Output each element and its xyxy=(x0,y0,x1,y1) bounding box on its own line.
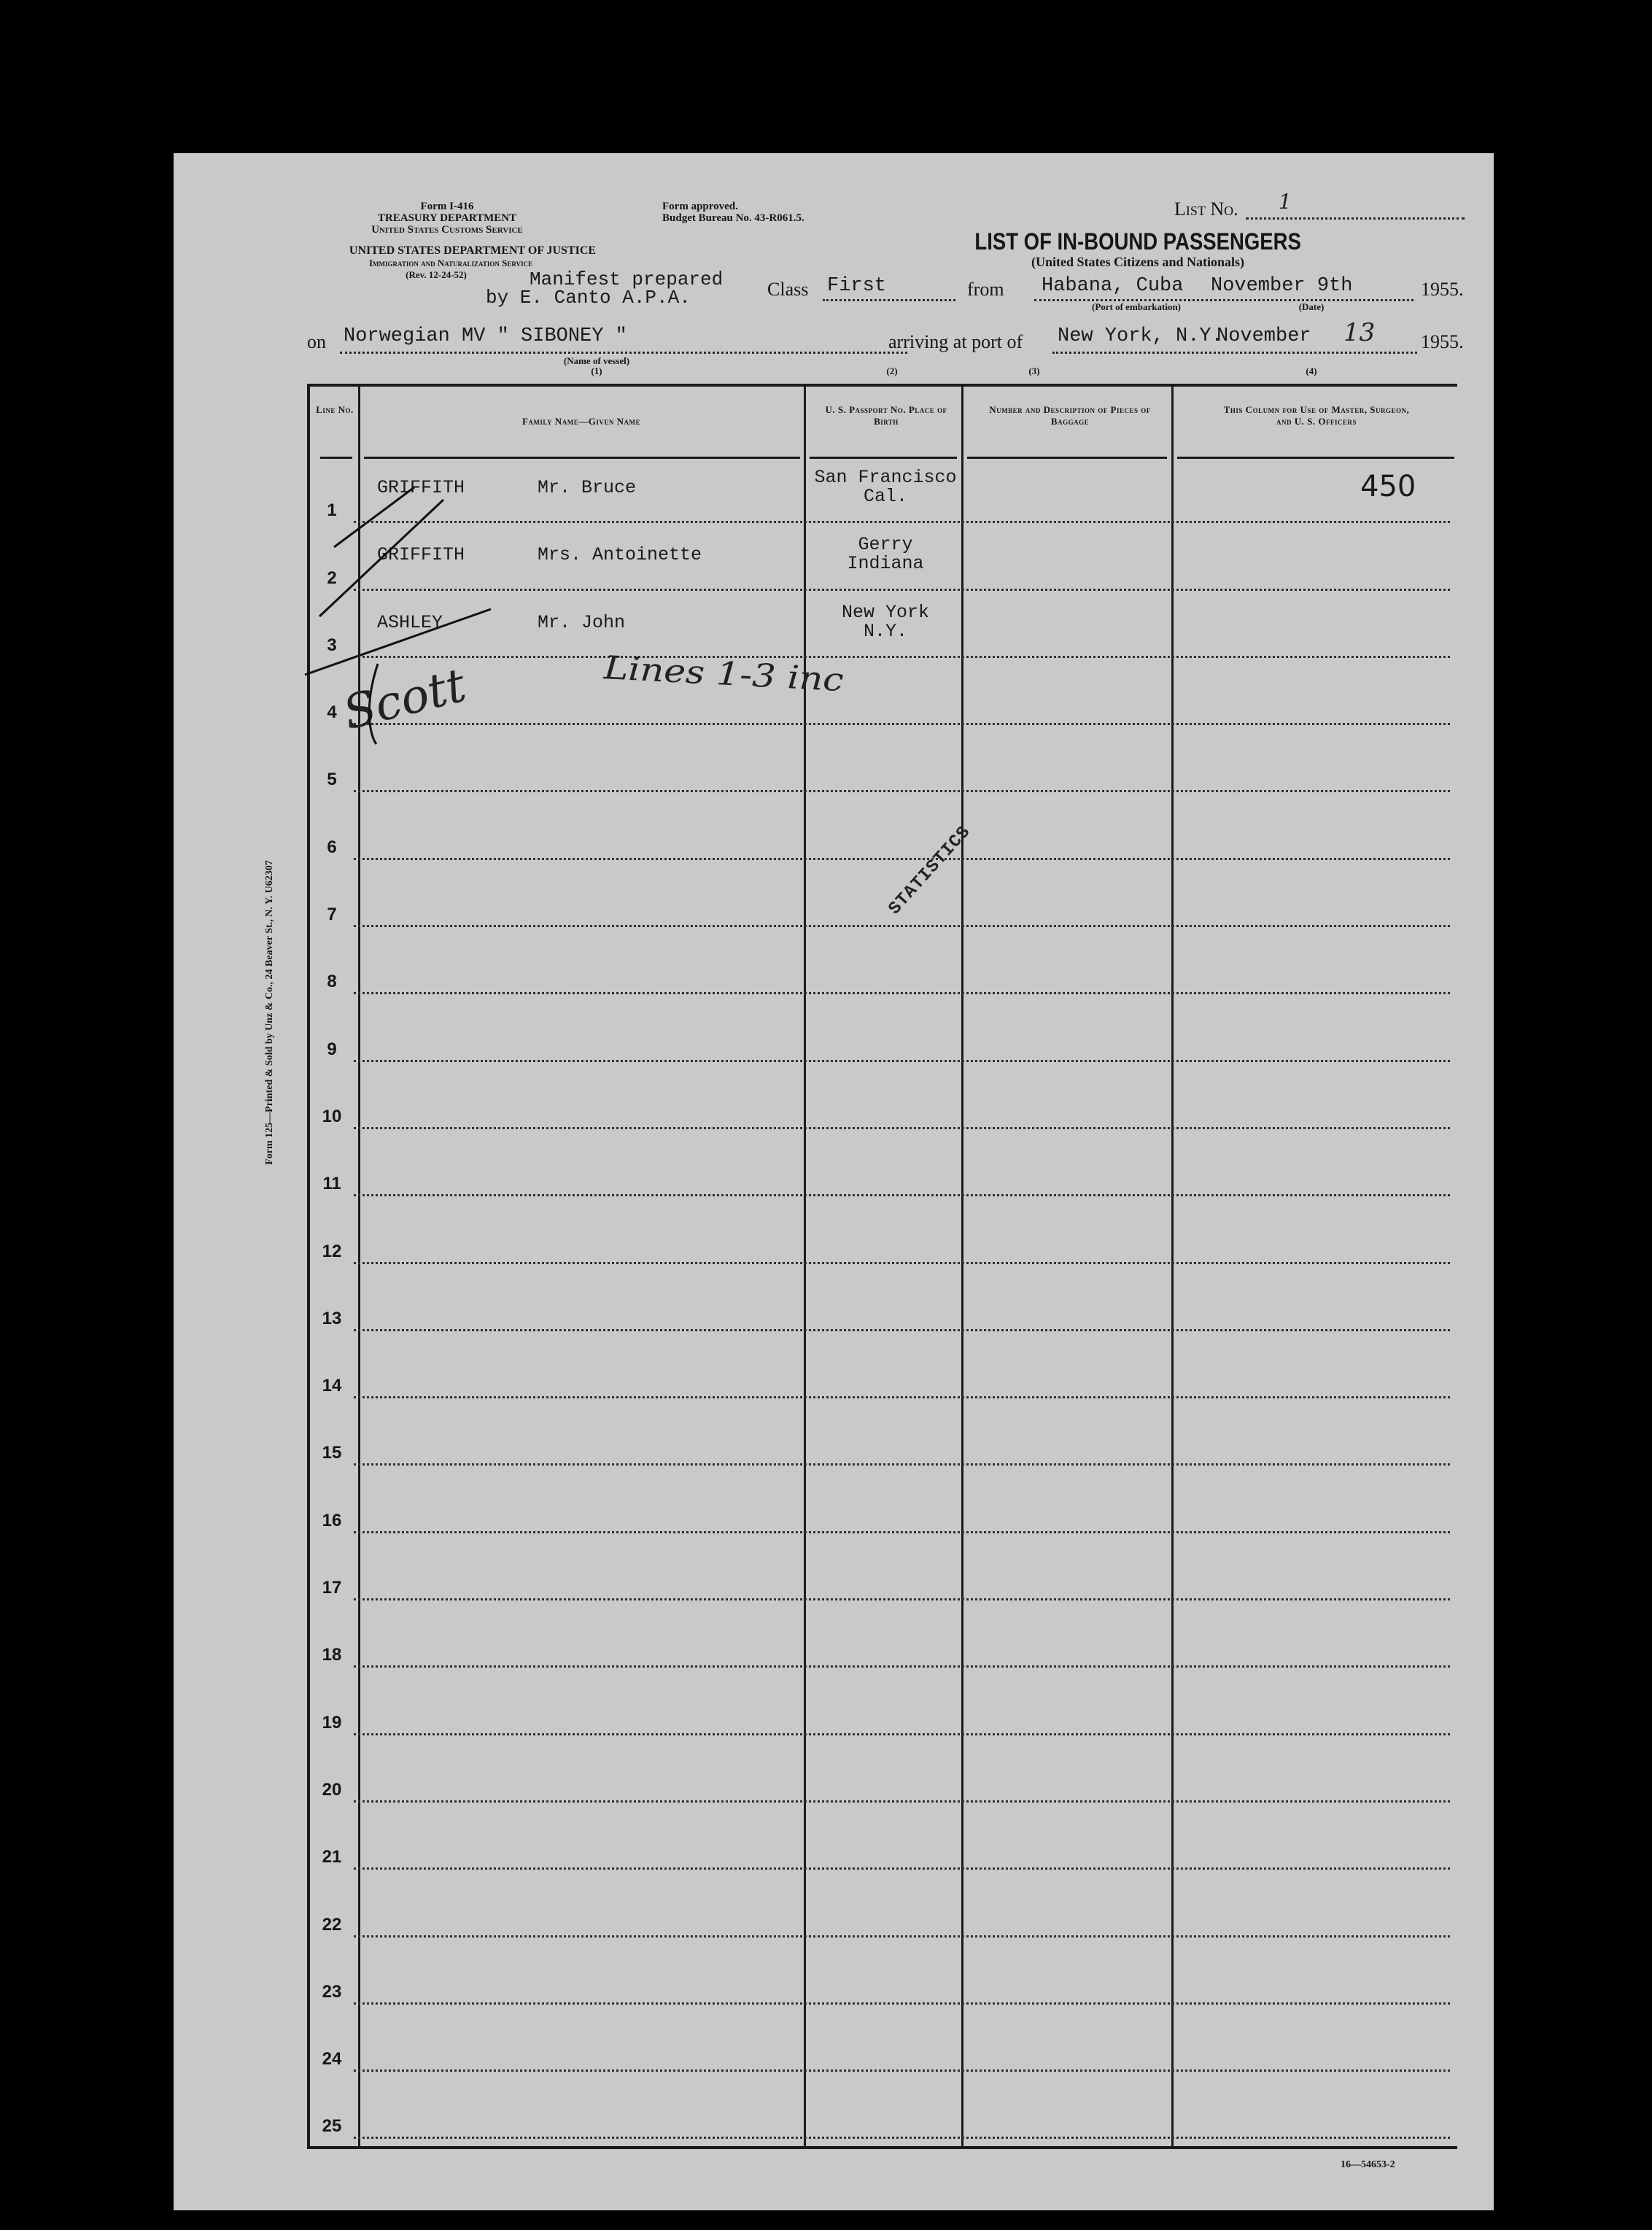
row-dotted-rule xyxy=(354,1531,1450,1533)
birthplace-line1: Gerry xyxy=(858,534,913,556)
header-rule-officers xyxy=(1177,457,1454,459)
arrival-dots xyxy=(1052,352,1417,354)
family-name: GRIFFITH xyxy=(377,544,465,566)
cancel-strokes xyxy=(290,445,670,751)
class-dots xyxy=(823,299,955,301)
list-title: LIST OF IN-BOUND PASSENGERS xyxy=(974,228,1301,255)
form-approved: Form approved. xyxy=(662,201,738,212)
table-row xyxy=(310,2011,1457,2078)
inspector-signature: Scott xyxy=(338,658,472,741)
budget-bureau: Budget Bureau No. 43-R061.5. xyxy=(662,212,804,224)
table-row xyxy=(310,1136,1457,1203)
header-family-name: Family Name—Given Name xyxy=(521,416,640,427)
line-number: 20 xyxy=(322,1779,342,1800)
line-number: 10 xyxy=(322,1106,342,1126)
ins-label: Immigration and Naturalization Service xyxy=(368,258,533,268)
line-number: 25 xyxy=(322,2116,342,2137)
table-row xyxy=(310,1001,1457,1068)
list-no-label: List No. xyxy=(1174,198,1238,220)
family-name: ASHLEY xyxy=(377,611,443,633)
table-row xyxy=(310,1405,1457,1472)
birthplace-line1: San Francisco xyxy=(814,467,957,488)
line-number: 17 xyxy=(322,1578,342,1598)
line-number: 12 xyxy=(322,1241,342,1261)
row-dotted-rule xyxy=(354,1800,1450,1803)
line-number: 22 xyxy=(322,1914,342,1935)
line-number: 15 xyxy=(322,1443,342,1463)
table-row xyxy=(310,800,1457,867)
customs-service: United States Customs Service xyxy=(371,224,523,236)
line-number: 1 xyxy=(327,500,337,521)
manifest-page xyxy=(174,153,1494,2210)
col2-caption: (2) xyxy=(886,365,898,376)
treasury-department: TREASURY DEPARTMENT xyxy=(377,212,517,224)
row-dotted-rule xyxy=(354,992,1450,994)
row-dotted-rule xyxy=(354,925,1450,927)
date-caption: (Date) xyxy=(1298,301,1325,312)
port-of-embarkation-caption: (Port of embarkation) xyxy=(1091,301,1182,312)
row-dotted-rule xyxy=(354,1329,1450,1331)
given-name: Mr. Bruce xyxy=(538,477,637,498)
table-row xyxy=(310,1607,1457,1674)
manifest-prepared-line1: Manifest prepared xyxy=(530,268,724,290)
row-dotted-rule xyxy=(354,858,1450,860)
line-number: 18 xyxy=(322,1645,342,1665)
row-dotted-rule xyxy=(354,1060,1450,1062)
statistics-stamp: STATISTICS xyxy=(885,822,975,919)
table-row xyxy=(310,2078,1457,2145)
table-row xyxy=(310,1203,1457,1270)
line-number: 7 xyxy=(327,905,337,925)
row-dotted-rule xyxy=(354,1396,1450,1398)
row-dotted-rule xyxy=(354,2002,1450,2005)
from-label: from xyxy=(967,279,1004,300)
table-row xyxy=(310,1271,1457,1338)
line-number: 11 xyxy=(322,1174,341,1194)
footer-code: 16—54653-2 xyxy=(1341,2159,1395,2170)
line-number: 23 xyxy=(322,1981,342,2002)
birthplace-line1: New York xyxy=(841,601,930,623)
col4-caption: (4) xyxy=(1306,365,1317,376)
table-row xyxy=(310,1944,1457,2011)
table-row xyxy=(310,934,1457,1001)
lines-note: Lines 1-3 inc xyxy=(602,649,845,700)
departure-year: 1955. xyxy=(1421,279,1464,300)
from-value: Habana, Cuba xyxy=(1042,275,1184,297)
form-number: Form I-416 xyxy=(420,201,474,212)
line-number: 6 xyxy=(327,837,337,857)
arriving-label: arriving at port of xyxy=(888,331,1023,352)
arrival-port: New York, N.Y. xyxy=(1058,325,1223,347)
class-value: First xyxy=(827,275,887,297)
table-row xyxy=(310,1876,1457,1943)
department-of-justice: UNITED STATES DEPARTMENT OF JUSTICE xyxy=(349,244,597,257)
table-row xyxy=(310,1674,1457,1741)
arrival-day: 13 xyxy=(1343,318,1376,347)
table-row xyxy=(310,1473,1457,1540)
header-officers: This Column for Use of Master, Surgeon, and U. S. Officers xyxy=(1223,404,1410,427)
table-row xyxy=(310,1742,1457,1809)
arrival-month: November xyxy=(1217,325,1311,347)
vessel-name: Norwegian MV " SIBONEY " xyxy=(344,325,627,347)
line-number: 16 xyxy=(322,1510,342,1530)
line-number: 14 xyxy=(322,1376,342,1396)
row-dotted-rule xyxy=(354,1935,1450,1937)
table-row xyxy=(310,1338,1457,1405)
header-rule-baggage xyxy=(967,457,1167,459)
row-dotted-rule xyxy=(354,2137,1450,2139)
list-no-value: 1 xyxy=(1279,190,1292,214)
header-baggage: Number and Description of Pieces of Baggage xyxy=(989,404,1151,427)
birthplace-line2: Cal. xyxy=(863,486,907,507)
from-dots xyxy=(1034,299,1413,301)
row-dotted-rule xyxy=(354,2070,1450,2072)
row-dotted-rule xyxy=(354,1598,1450,1600)
row-dotted-rule xyxy=(354,1867,1450,1870)
arrival-year: 1955. xyxy=(1421,331,1464,352)
vessel-caption: (Name of vessel) xyxy=(563,355,630,366)
line-number: 8 xyxy=(327,972,337,992)
family-name: GRIFFITH xyxy=(377,477,465,498)
header-passport: U. S. Passport No. Place of Birth xyxy=(825,404,947,427)
table-row xyxy=(310,1809,1457,1876)
line-number: 4 xyxy=(327,702,337,723)
line-number: 13 xyxy=(322,1308,342,1328)
line-number: 19 xyxy=(322,1712,342,1732)
row-dotted-rule xyxy=(354,1665,1450,1668)
col3-caption: (3) xyxy=(1028,365,1040,376)
departure-date: November 9th xyxy=(1211,275,1353,297)
header-rule-passport xyxy=(810,457,957,459)
birthplace-line2: Indiana xyxy=(847,553,924,575)
revision-date: (Rev. 12-24-52) xyxy=(406,269,467,280)
list-no-dots xyxy=(1246,217,1465,220)
line-number: 2 xyxy=(327,568,337,588)
line-number: 21 xyxy=(322,1847,342,1867)
line-number: 24 xyxy=(322,2049,342,2070)
line-number: 9 xyxy=(327,1039,337,1059)
printer-imprint: Form 125—Printed & Sold by Unz & Co., 24 Beaver St., N. Y. U62307 xyxy=(264,860,275,1165)
table-row xyxy=(310,1540,1457,1607)
line-number: 3 xyxy=(327,635,337,655)
row-dotted-rule xyxy=(354,1463,1450,1466)
vessel-dots xyxy=(340,352,907,354)
list-subtitle: (United States Citizens and Nationals) xyxy=(1031,255,1244,269)
row-dotted-rule xyxy=(354,790,1450,792)
row-dotted-rule xyxy=(354,1127,1450,1129)
birthplace-line2: N.Y. xyxy=(863,620,907,642)
table-row xyxy=(310,1069,1457,1136)
given-name: Mr. John xyxy=(538,611,626,633)
on-label: on xyxy=(307,331,326,352)
table-row xyxy=(310,867,1457,934)
manifest-prepared-line2: by E. Canto A.P.A. xyxy=(486,287,691,309)
class-label: Class xyxy=(767,279,809,300)
row-dotted-rule xyxy=(354,1733,1450,1735)
vessel-caption-number: (1) xyxy=(591,365,602,376)
header-line-no: Line No. xyxy=(316,404,354,415)
given-name: Mrs. Antoinette xyxy=(538,544,702,566)
row-dotted-rule xyxy=(354,1194,1450,1196)
line-number: 5 xyxy=(327,770,337,790)
officer-notation: 450 xyxy=(1360,470,1416,503)
row-dotted-rule xyxy=(354,1262,1450,1264)
